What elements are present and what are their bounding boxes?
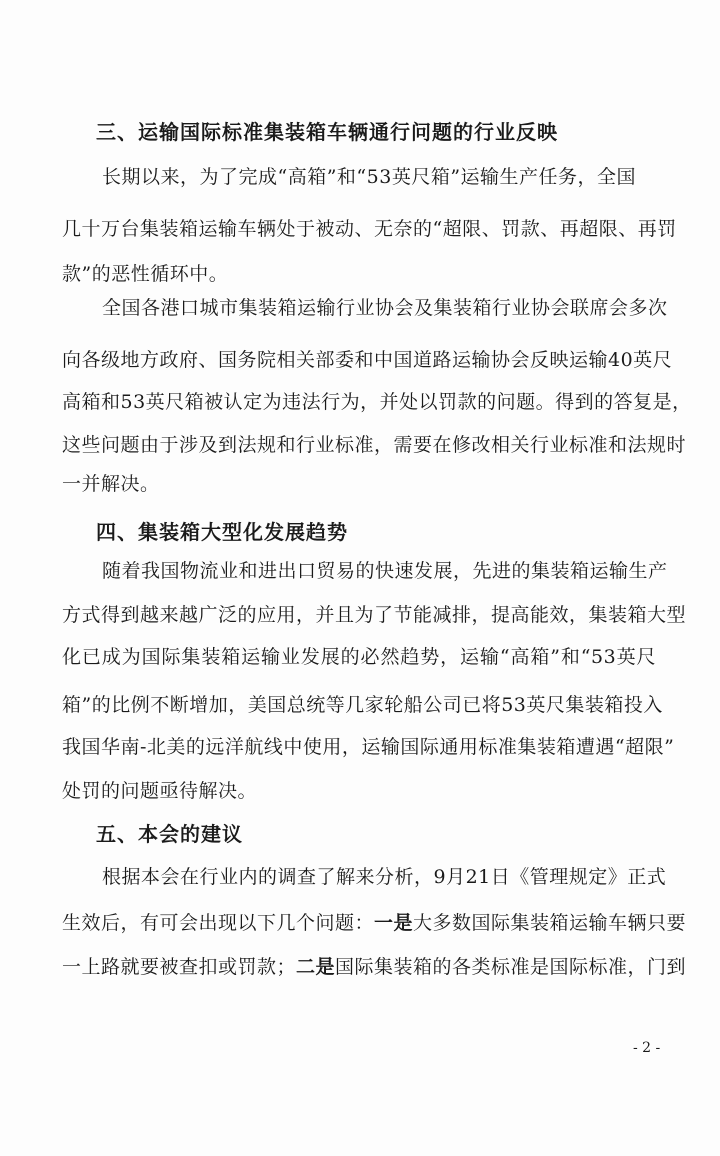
second-issue-marker: 二是 xyxy=(296,956,336,978)
section-4-para-1-line-4: 箱”的比例不断增加，美国总统等几家轮船公司已将53英尺集装箱投入 xyxy=(62,694,663,716)
section-5-para-1-line-1: 根据本会在行业内的调查了解来分析，9月21日《管理规定》正式 xyxy=(102,866,667,888)
section-4-para-1-line-2: 方式得到越来越广泛的应用，并且为了节能减排，提高能效，集装箱大型 xyxy=(62,604,687,626)
first-issue-marker: 一是 xyxy=(374,912,414,934)
section-4-para-1-line-6: 处罚的问题亟待解决。 xyxy=(62,780,258,802)
section-3-para-2-line-2: 向各级地方政府、国务院相关部委和中国道路运输协会反映运输40英尺 xyxy=(62,349,673,371)
section-3-para-2-line-5: 一并解决。 xyxy=(62,473,160,495)
section-5-para-1-line-2 xyxy=(62,908,686,935)
section-5-para-1-line-3 xyxy=(62,952,686,979)
section-3-para-1-line-3: 款”的恶性循环中。 xyxy=(62,263,229,285)
section-5-heading: 五、本会的建议 xyxy=(96,822,243,846)
page-number: - 2 - xyxy=(633,1040,661,1056)
section-4-para-1-line-3: 化已成为国际集装箱运输业发展的必然趋势，运输“高箱”和“53英尺 xyxy=(62,646,656,668)
section-3-para-2-line-1: 全国各港口城市集装箱运输行业协会及集装箱行业协会联席会多次 xyxy=(102,297,668,319)
section-3-para-2-line-3: 高箱和53英尺箱被认定为违法行为，并处以罚款的问题。得到的答复是， xyxy=(62,391,692,413)
section-4-heading: 四、集装箱大型化发展趋势 xyxy=(96,520,348,544)
line-2-text-before: 生效后，有可会出现以下几个问题： xyxy=(62,912,375,934)
line-3-text-after: 国际集装箱的各类标准是国际标准，门到 xyxy=(335,956,687,978)
section-4-para-1-line-1: 随着我国物流业和进出口贸易的快速发展，先进的集装箱运输生产 xyxy=(102,560,668,582)
section-3-heading: 三、运输国际标准集装箱车辆通行问题的行业反映 xyxy=(96,120,558,144)
line-2-text-after: 大多数国际集装箱运输车辆只要 xyxy=(413,912,687,934)
section-3-para-1-line-1: 长期以来，为了完成“高箱”和“53英尺箱”运输生产任务，全国 xyxy=(102,166,637,188)
section-3-para-2-line-4: 这些问题由于涉及到法规和行业标准，需要在修改相关行业标准和法规时 xyxy=(62,434,687,456)
line-3-text-before: 一上路就要被查扣或罚款； xyxy=(62,956,297,978)
section-3-para-1-line-2: 几十万台集装箱运输车辆处于被动、无奈的“超限、罚款、再超限、再罚 xyxy=(62,218,677,240)
section-4-para-1-line-5: 我国华南-北美的远洋航线中使用，运输国际通用标准集装箱遭遇“超限” xyxy=(62,736,675,758)
